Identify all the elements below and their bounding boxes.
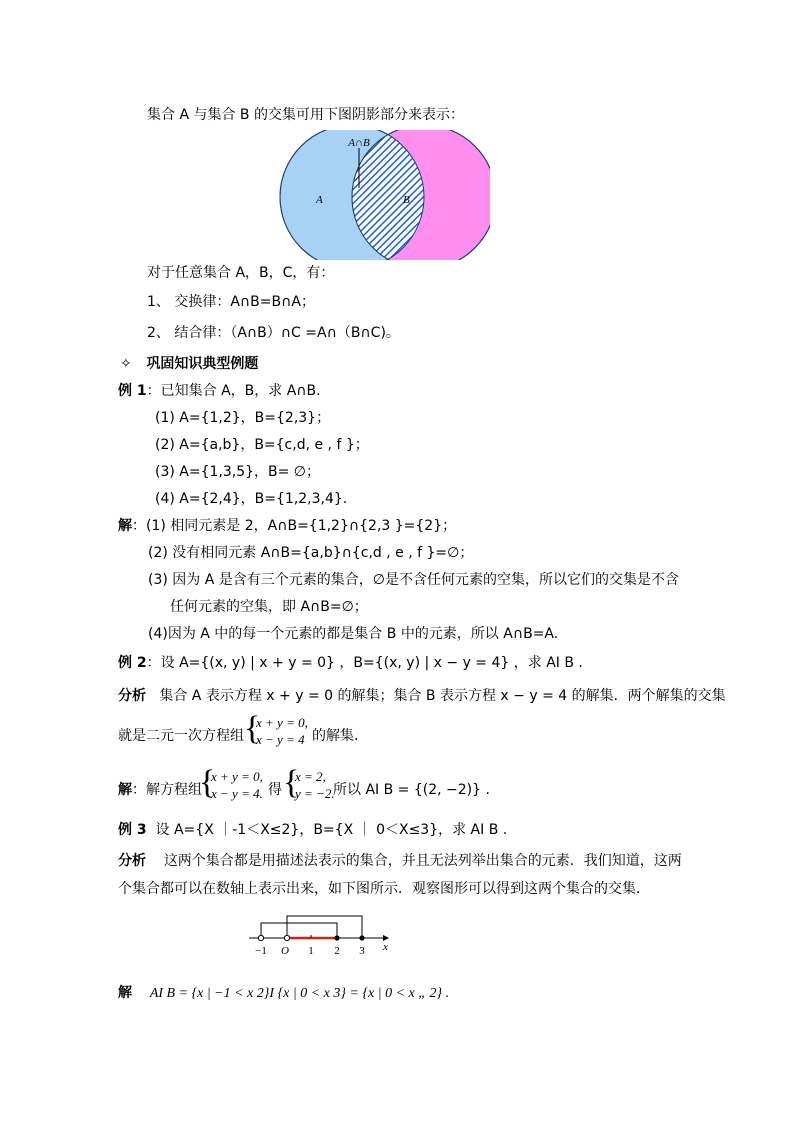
ex2-ana-text: 就是二元一次方程组 (118, 728, 244, 744)
sparkle-icon: ✧ (120, 356, 132, 372)
venn-label-b: B (403, 194, 410, 206)
law-commutative: 1、 交换律：A∩B=B∩A； (147, 294, 315, 310)
ex3-ana-label: 分析 (118, 853, 146, 869)
system-brace: { (283, 764, 300, 801)
interval-a-bracket (261, 923, 337, 938)
laws-intro: 对于任意集合 A，B，C，有： (147, 265, 335, 281)
ex3-sol-label: 解 (118, 985, 132, 1001)
ex1-sol-label: 解 (118, 518, 132, 534)
tick-label: −1 (255, 945, 267, 957)
venn-diagram (270, 130, 490, 260)
ex2-analysis-line (118, 686, 726, 706)
interval-b-bracket (287, 916, 362, 938)
ex3-analysis-line (118, 851, 682, 871)
ex1-sol-text: (2) 没有相同元素 A∩B={a,b}∩{c,d , e , f }=∅； (148, 545, 474, 561)
ex2-solution-line (118, 780, 202, 800)
ex1-item: (3) A={1,3,5}，B= ∅； (155, 464, 321, 480)
ex2-sol-label: 解 (118, 782, 132, 798)
ex1-question: ：已知集合 A，B，求 A∩B. (146, 383, 321, 399)
ex1-question-line (118, 381, 321, 401)
number-line (245, 910, 405, 960)
section-heading (120, 354, 258, 374)
ex1-sol-text: 任何元素的空集，即 A∩B=∅； (170, 599, 368, 615)
intro-text: 集合 A 与集合 B 的交集可用下图阴影部分来表示： (147, 107, 464, 123)
ex2-ana-label: 分析 (118, 688, 146, 704)
ex3-ana-text: 这两个集合都是用描述法表示的集合，并且无法列举出集合的元素．我们知道，这两 (163, 853, 682, 869)
ex2-label: 例 2 (118, 655, 147, 671)
open-point-0 (284, 935, 289, 940)
ex1-item: (4) A={2,4}，B={1,2,3,4}. (155, 491, 348, 507)
tick-label: 2 (334, 945, 340, 957)
closed-point-2 (334, 935, 339, 940)
ex1-solution-line (118, 516, 456, 536)
open-point-neg1 (258, 935, 263, 940)
axis-variable-label: x (383, 941, 388, 953)
ex1-sol-text: ：(1) 相同元素是 2，A∩B={1,2}∩{2,3 }={2}； (132, 518, 457, 534)
ex2-sol-text: 所以 AI B = {(2, −2)} . (333, 782, 490, 798)
ex1-item: (1) A={1,2}，B={2,3}； (155, 410, 331, 426)
ex2-sol-text: ：解方程组 (132, 782, 202, 798)
ex2-question-line (118, 653, 583, 673)
venn-top-label: A∩B (348, 137, 370, 149)
ex2-ana-text: 的解集. (312, 728, 359, 744)
ex2-sol-text: 得 (268, 782, 282, 798)
ex2-question: ：设 A={(x, y) | x + y = 0} ，B={(x, y) | x − y = 4} ，求 AI B . (146, 655, 583, 671)
system-brace: { (199, 764, 216, 801)
ex3-question-line (118, 820, 507, 840)
equation-system: x + y = 0, x − y = 4. (211, 769, 263, 801)
ex2-ana-text: 集合 A 表示方程 x + y = 0 的解集；集合 B 表示方程 x − y = 4 的解集．两个解集的交集 (159, 688, 726, 704)
tick-label: 3 (359, 945, 365, 957)
ex3-question: 设 A={X ｜-1＜X≤2}，B={X ｜ 0＜X≤3}，求 AI B . (155, 822, 508, 838)
tick-label: O (281, 945, 289, 957)
ex3-sol-text: AI B = {x | −1 < x 2}I {x | 0 < x 3} = {x | 0 < x „ 2} . (149, 986, 450, 1001)
ex3-ana-text: 个集合都可以在数轴上表示出来，如下图所示．观察图形可以得到这两个集合的交集． (118, 881, 650, 897)
closed-point-3 (359, 935, 364, 940)
ex1-sol-text: (3) 因为 A 是含有三个元素的集合，∅是不含任何元素的空集，所以它们的交集是不含 (148, 572, 679, 588)
equation-system: x + y = 0, x − y = 4 (256, 715, 308, 747)
law-associative: 2、 结合律：（A∩B）∩C =A∩（B∩C)。 (147, 325, 400, 341)
ex1-item: (2) A={a,b}，B={c,d, e , f }； (155, 437, 369, 453)
equation-system: x = 2, y = −2. (295, 769, 335, 801)
tick-label: 1 (308, 945, 314, 957)
section-title: 巩固知识典型例题 (146, 356, 259, 372)
ex1-label: 例 1 (118, 383, 147, 399)
ex3-solution-line (118, 983, 449, 1004)
ex3-label: 例 3 (118, 822, 147, 838)
ex1-sol-text: (4)因为 A 中的每一个元素的都是集合 B 中的元素，所以 A∩B=A. (148, 626, 559, 642)
system-brace: { (244, 710, 261, 747)
venn-label-a: A (316, 194, 323, 206)
